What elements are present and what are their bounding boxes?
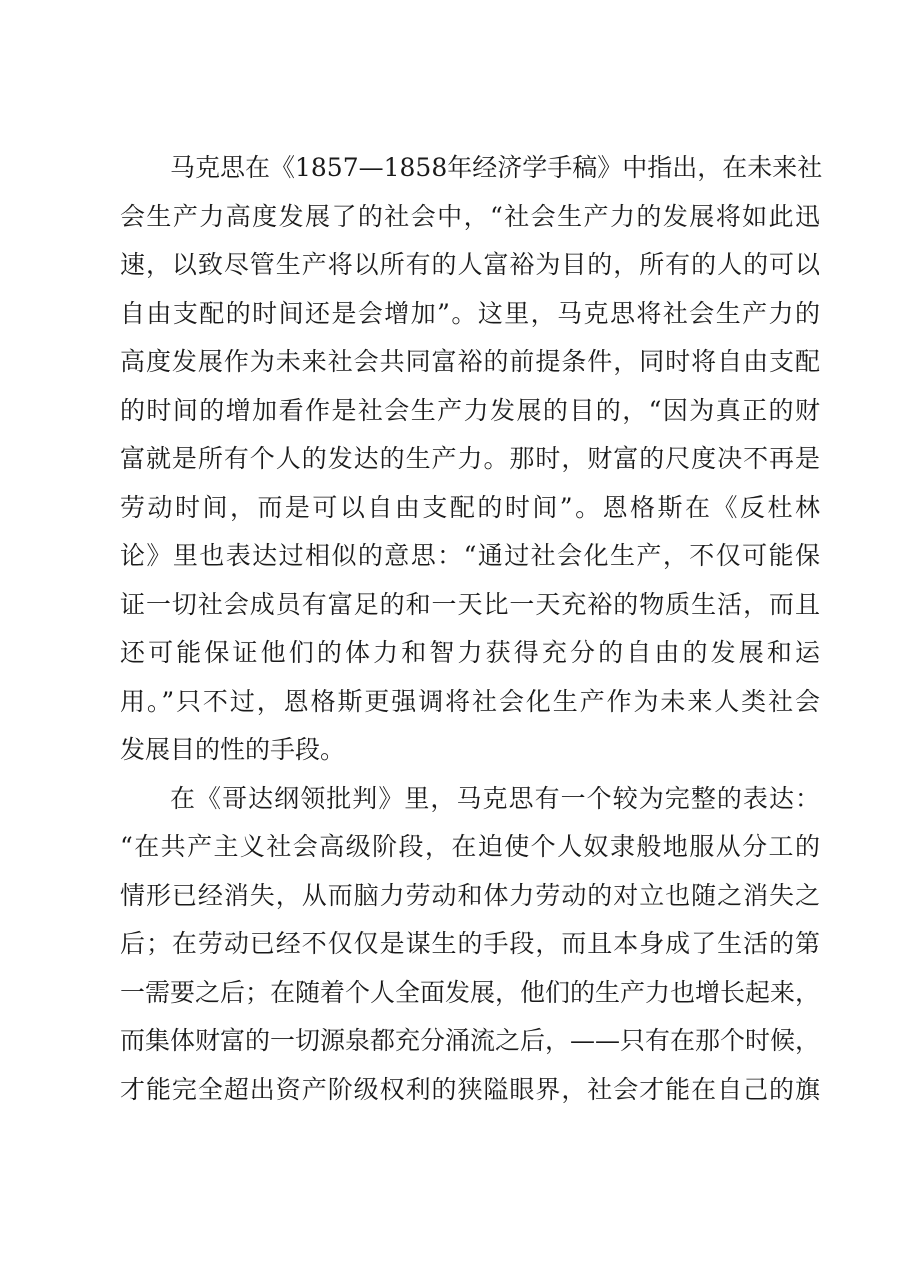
text-line: 速，以致尽管生产将以所有的人富裕为目的，所有的人的可以 bbox=[120, 250, 820, 279]
text-line: 高度发展作为未来社会共同富裕的前提条件，同时将自由支配 bbox=[120, 347, 820, 376]
text-line: 马克思在《1857—1858年经济学手稿》中指出，在未来社 bbox=[170, 153, 823, 182]
text-line: 会生产力高度发展了的社会中，“社会生产力的发展将如此迅 bbox=[120, 201, 820, 231]
body-text bbox=[120, 144, 823, 1114]
text-line: 发展目的性的手段。 bbox=[120, 735, 346, 764]
text-line: 的时间的增加看作是社会生产力发展的目的，“因为真正的财 bbox=[120, 395, 820, 425]
text-line: “在共产主义社会高级阶段，在迫使个人奴隶般地服从分工的 bbox=[120, 832, 820, 861]
text-line: 还可能保证他们的体力和智力获得充分的自由的发展和运 bbox=[120, 638, 820, 667]
text-line: 情形已经消失，从而脑力劳动和体力劳动的对立也随之消失之 bbox=[120, 880, 820, 910]
text-line: 而集体财富的一切源泉都充分涌流之后，——只有在那个时候， bbox=[120, 1026, 821, 1055]
text-line: 论》里也表达过相似的意思：“通过社会化生产，不仅可能保 bbox=[120, 541, 820, 570]
text-line: 劳动时间，而是可以自由支配的时间”。恩格斯在《反杜林 bbox=[120, 492, 820, 522]
text-line: 用。”只不过，恩格斯更强调将社会化生产作为未来人类社会 bbox=[120, 686, 820, 716]
text-line: 富就是所有个人的发达的生产力。那时，财富的尺度决不再是 bbox=[120, 444, 820, 473]
text-line: 证一切社会成员有富足的和一天比一天充裕的物质生活，而且 bbox=[120, 589, 820, 619]
text-line: 一需要之后；在随着个人全面发展，他们的生产力也增长起来， bbox=[120, 977, 821, 1007]
text-line: 后；在劳动已经不仅仅是谋生的手段，而且本身成了生活的第 bbox=[120, 929, 820, 958]
text-line: 自由支配的时间还是会增加”。这里，马克思将社会生产力的 bbox=[120, 298, 820, 328]
text-line: 在《哥达纲领批判》里，马克思有一个较为完整的表达： bbox=[170, 783, 820, 813]
text-line: 才能完全超出资产阶级权利的狭隘眼界，社会才能在自己的旗 bbox=[120, 1074, 820, 1104]
